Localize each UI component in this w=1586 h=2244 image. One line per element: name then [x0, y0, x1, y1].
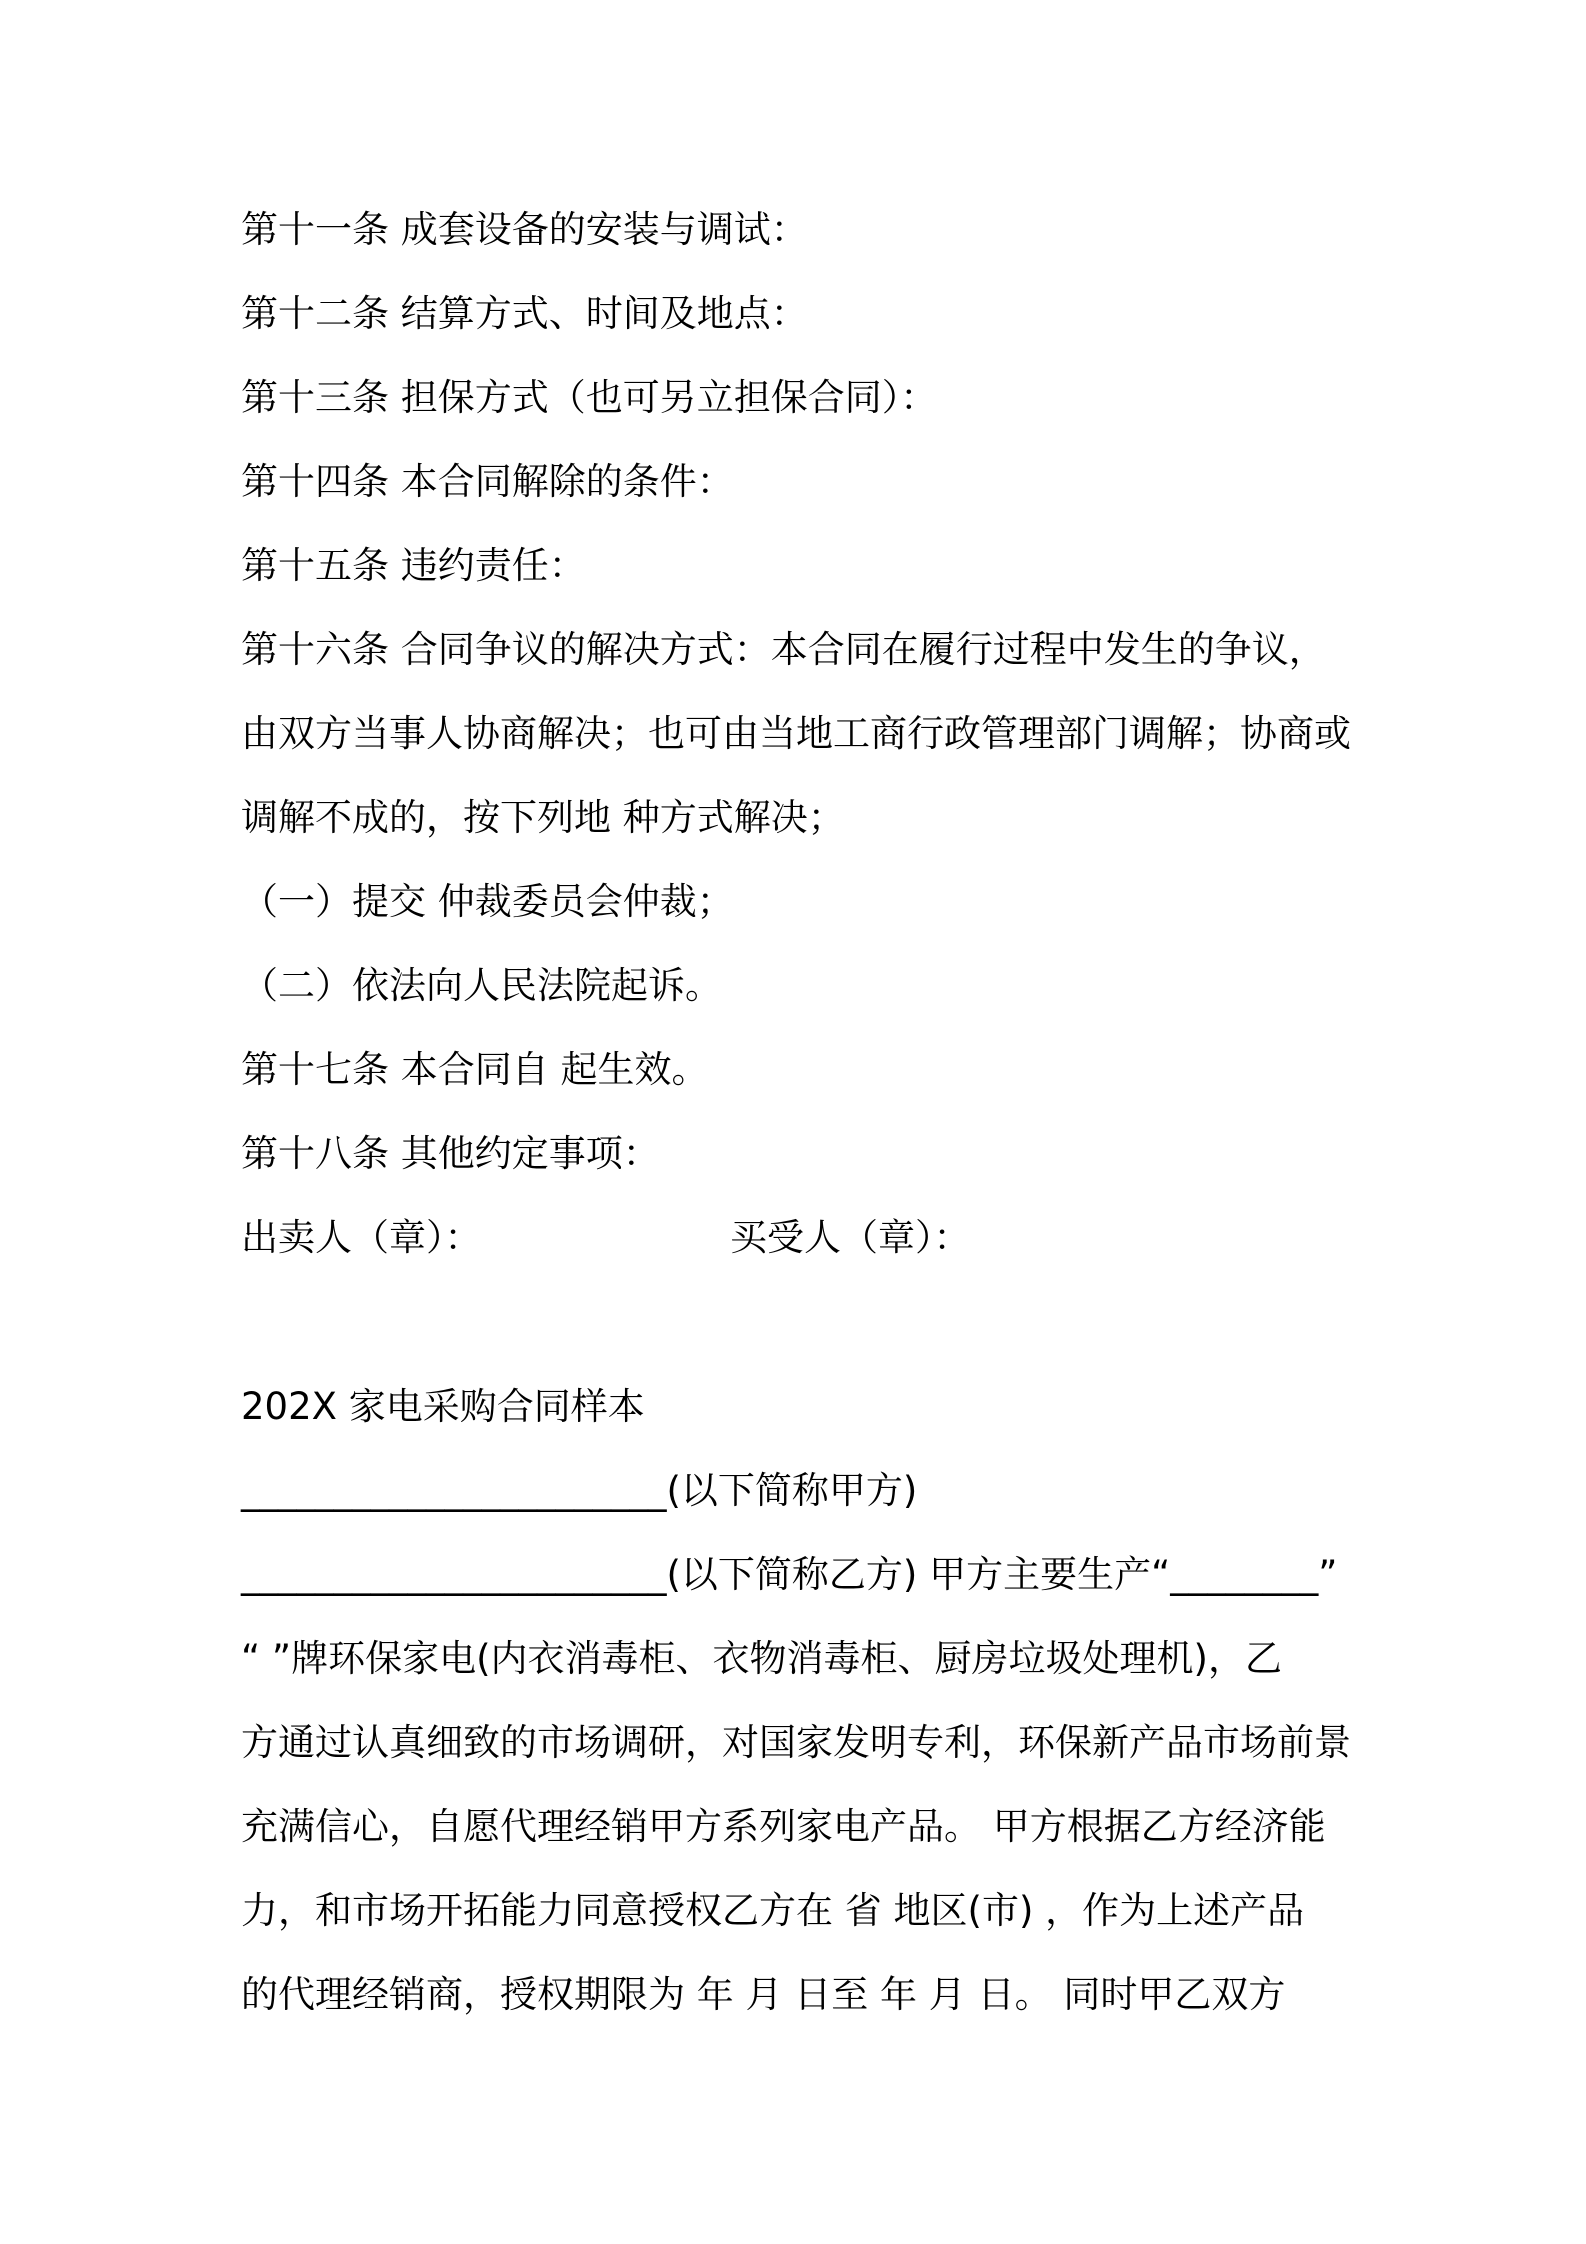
sample-body-line-4: 方通过认真细致的市场调研，对国家发明专利，环保新产品市场前景 — [241, 1721, 1351, 1764]
article-12: 第十二条 结算方式、时间及地点： — [241, 292, 808, 335]
article-16-option-2: （二）依法向人民法院起诉。 — [241, 964, 722, 1007]
article-16-line-1: 第十六条 合同争议的解决方式：本合同在履行过程中发生的争议， — [241, 628, 1326, 671]
article-13: 第十三条 担保方式（也可另立担保合同）： — [241, 376, 938, 419]
buyer-signature-label: 买受人（章）： — [730, 1216, 971, 1259]
article-16-line-3: 调解不成的，按下列地 种方式解决； — [241, 796, 845, 839]
article-16-line-2: 由双方当事人协商解决；也可由当地工商行政管理部门调解；协商或 — [241, 712, 1351, 755]
sample-body-line-3: “ ”牌环保家电(内衣消毒柜、衣物消毒柜、厨房垃圾处理机)，乙 — [241, 1637, 1282, 1680]
sample-body-line-6: 力，和市场开拓能力同意授权乙方在 省 地区(市) ，作为上述产品 — [241, 1889, 1305, 1932]
sample-title: 202X 家电采购合同样本 — [241, 1385, 645, 1428]
seller-signature-label: 出卖人（章）： — [241, 1216, 482, 1259]
party-b-line: _______________________(以下简称乙方) 甲方主要生产“________” — [241, 1553, 1338, 1596]
article-15: 第十五条 违约责任： — [241, 544, 586, 587]
article-14: 第十四条 本合同解除的条件： — [241, 460, 734, 503]
article-11: 第十一条 成套设备的安装与调试： — [241, 208, 808, 251]
article-17: 第十七条 本合同自 起生效。 — [241, 1048, 709, 1091]
article-18: 第十八条 其他约定事项： — [241, 1132, 660, 1175]
sample-body-line-5: 充满信心，自愿代理经销甲方系列家电产品。 甲方根据乙方经济能 — [241, 1805, 1326, 1848]
article-16-option-1: （一）提交 仲裁委员会仲裁； — [241, 880, 734, 923]
sample-body-line-7: 的代理经销商，授权期限为 年 月 日至 年 月 日。 同时甲乙双方 — [241, 1973, 1286, 2016]
party-a-line: _______________________(以下简称甲方) — [241, 1469, 918, 1512]
